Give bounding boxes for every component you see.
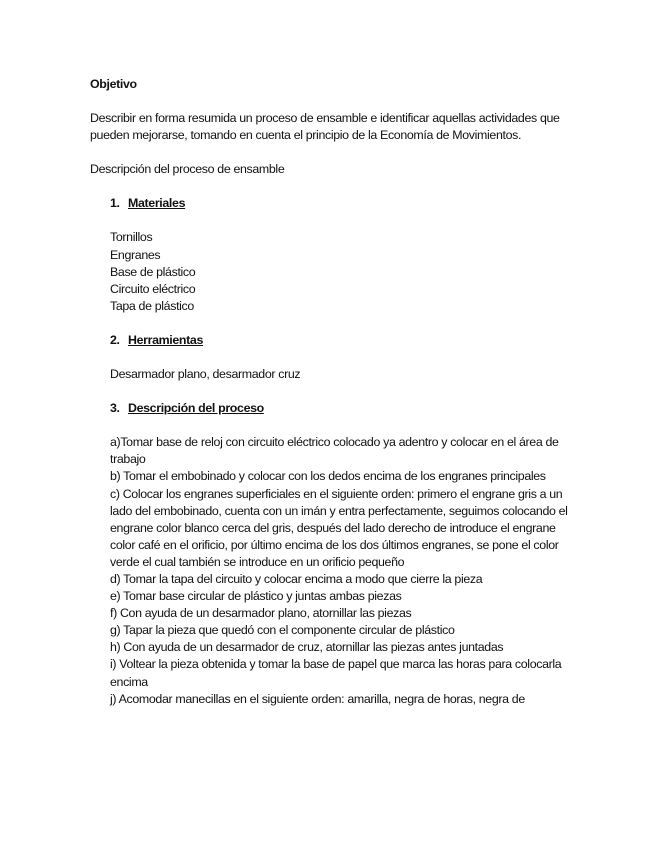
objective-paragraph: Describir en forma resumida un proceso de ensamble e identificar aquellas actividades que pueden mejorarse, tomando en cuenta el principio de la Economía de Movimientos.	[90, 111, 560, 143]
process-step: a)Tomar base de reloj con circuito eléctrico colocado ya adentro y colocar en el área de trabajo	[110, 435, 559, 467]
list-item: Tapa de plástico	[110, 298, 194, 313]
process-steps	[90, 434, 570, 708]
section-number: 3.	[110, 401, 120, 416]
process-step: h) Con ayuda de un desarmador de cruz, atornillar las piezas antes juntadas	[110, 640, 504, 655]
section-title: Materiales	[128, 196, 186, 211]
process-step: d) Tomar la tapa del circuito y colocar encima a modo que cierre la pieza	[110, 571, 483, 586]
section-number: 1.	[110, 196, 120, 211]
section-heading-materials	[90, 195, 571, 212]
section-heading-process	[90, 400, 571, 417]
list-item: Base de plástico	[110, 264, 196, 279]
section-title: Descripción del proceso	[128, 401, 264, 416]
section-title: Herramientas	[128, 332, 204, 347]
list-item: Engranes	[110, 247, 161, 262]
list-item: Tornillos	[110, 230, 153, 245]
process-step: j) Acomodar manecillas en el siguiente orden: amarilla, negra de horas, negra de	[110, 691, 525, 706]
tools-text	[90, 366, 571, 383]
process-step: i) Voltear la pieza obtenida y tomar la base de papel que marca las horas para colocarla encima	[110, 657, 562, 689]
process-step: b) Tomar el embobinado y colocar con los dedos encima de los engranes principales	[110, 469, 546, 484]
process-step: c) Colocar los engranes superficiales en el siguiente orden: primero el engrane gris a un lado del embobinado, cuenta con un imán y entra perfectamente, seguimos colocando el engrane color blanco cerca del gris, después del lado derecho de introduce el engrane color café en el orificio, por último encima de los dos últimos engranes, se pone el color verde el cual también se introduce en un orificio pequeño	[110, 486, 568, 569]
list-item: Circuito eléctrico	[110, 281, 196, 296]
section-number: 2.	[110, 332, 120, 347]
document-title: Objetivo	[90, 77, 137, 91]
process-subtitle: Descripción del proceso de ensamble	[90, 162, 285, 177]
process-step: g) Tapar la pieza que quedó con el componente circular de plástico	[110, 623, 455, 638]
materials-list	[90, 229, 571, 314]
section-heading-tools	[90, 332, 571, 349]
tools-line: Desarmador plano, desarmador cruz	[110, 367, 301, 382]
process-step: f) Con ayuda de un desarmador plano, atornillar las piezas	[110, 606, 412, 621]
process-step: e) Tomar base circular de plástico y juntas ambas piezas	[110, 589, 402, 604]
